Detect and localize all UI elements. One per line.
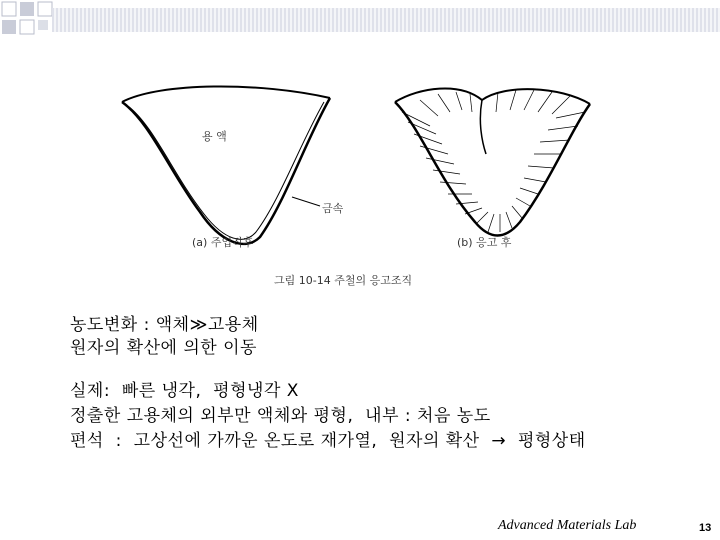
header-stripe-bar xyxy=(52,8,720,32)
mold-a xyxy=(122,86,330,243)
caption-a: (a) 주입직후 xyxy=(192,236,254,249)
text-line-4: 정출한 고용체의 외부만 액체와 평형, 내부 : 처음 농도 xyxy=(70,406,491,426)
text-line-2: 원자의 확산에 의한 이동 xyxy=(70,338,257,358)
liquid-label: 용 액 xyxy=(202,130,227,143)
metal-label: 금속 xyxy=(322,202,344,215)
mold-b xyxy=(395,88,590,235)
caption-b: (b) 응고 후 xyxy=(457,236,512,249)
footer-lab-name: Advanced Materials Lab xyxy=(498,518,637,533)
text-line-1: 농도변화 : 액체≫고용체 xyxy=(70,315,259,335)
corner-checker-decoration xyxy=(0,0,60,44)
page-number: 13 xyxy=(699,522,712,534)
text-line-5: 편석 : 고상선에 가까운 온도로 재가열, 원자의 확산 → 평형상태 xyxy=(70,431,586,451)
figure-caption: 그림 10-14 주철의 응고조직 xyxy=(274,274,413,287)
solidification-figure xyxy=(120,82,620,302)
text-line-3: 실제: 빠른 냉각, 평형냉각 X xyxy=(70,381,299,401)
solidification-diagram xyxy=(120,82,620,302)
